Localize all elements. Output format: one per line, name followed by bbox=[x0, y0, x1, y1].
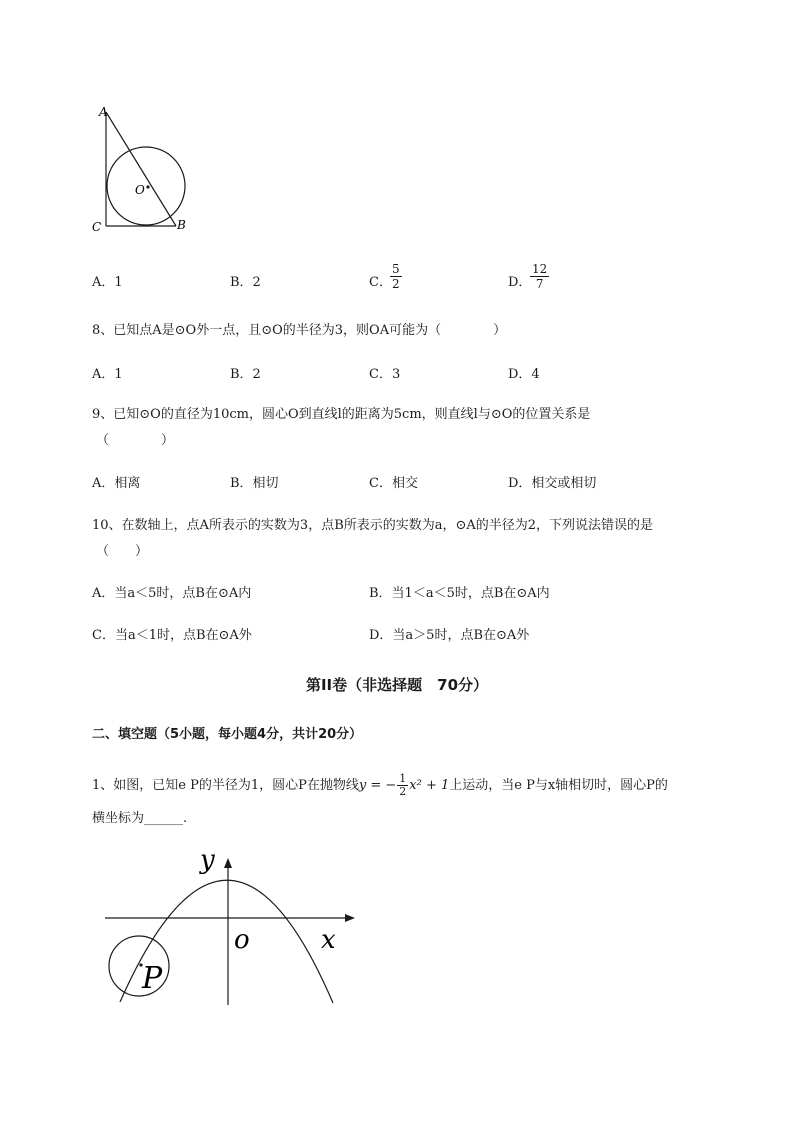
parabola-figure bbox=[100, 840, 370, 1015]
q9-option-c: C．相交 bbox=[369, 476, 418, 491]
q9-option-a: A．相离 bbox=[92, 476, 141, 491]
q10-option-c: C．当a＜1时，点B在⊙A外 bbox=[92, 628, 252, 643]
q7-option-a: A．1 bbox=[92, 275, 123, 290]
label-o: o bbox=[234, 925, 250, 955]
label-y: y bbox=[200, 845, 215, 875]
q10-option-b: B．当1＜a＜5时，点B在⊙A内 bbox=[369, 586, 550, 601]
q9-option-d: D．相交或相切 bbox=[508, 476, 597, 491]
label-a: A bbox=[99, 105, 108, 119]
q9-stem-line1: 9、已知⊙O的直径为10cm，圆心O到直线l的距离为5cm，则直线l与⊙O的位置关系是 bbox=[92, 407, 591, 422]
fill1-text-before: 1、如图，已知e P的半径为1，圆心P在抛物线 bbox=[92, 778, 359, 793]
formula-fraction bbox=[397, 773, 408, 798]
q8-stem: 8、已知点A是⊙O外一点，且⊙O的半径为3，则OA可能为（ ） bbox=[92, 323, 507, 338]
label-b: B bbox=[177, 218, 186, 232]
formula-frac-den: 2 bbox=[399, 785, 407, 798]
section-title: 第II卷（非选择题 70分） bbox=[305, 676, 489, 694]
formula-rhs: x² + 1 bbox=[409, 778, 450, 793]
q7-option-d: D． bbox=[508, 275, 532, 290]
q10-option-a: A．当a＜5时，点B在⊙A内 bbox=[92, 586, 252, 601]
label-x: x bbox=[321, 925, 336, 955]
q8-option-d: D．4 bbox=[508, 367, 540, 382]
q7-option-d-fraction bbox=[530, 262, 549, 291]
q10-stem-line1: 10、在数轴上，点A所表示的实数为3，点B所表示的实数为a，⊙A的半径为2，下列说法错误的是 bbox=[92, 518, 654, 533]
q9-stem-line2: （ ） bbox=[96, 433, 175, 448]
side-ab bbox=[106, 112, 176, 226]
fill1-line1 bbox=[92, 773, 668, 798]
x-axis-arrow-icon bbox=[345, 914, 355, 922]
q7-option-b: B．2 bbox=[230, 275, 261, 290]
fill1-text-after: 上运动，当e P与x轴相切时，圆心P的 bbox=[449, 778, 668, 793]
fraction-denominator: 7 bbox=[535, 277, 544, 291]
q8-option-b: B．2 bbox=[230, 367, 261, 382]
formula-lhs: y = − bbox=[358, 778, 397, 793]
label-p: P bbox=[142, 961, 163, 996]
triangle-circle-figure bbox=[88, 100, 198, 240]
part-heading: 二、填空题（5小题，每小题4分，共计20分） bbox=[92, 727, 363, 742]
y-axis-arrow-icon bbox=[224, 858, 232, 868]
q7-option-c: C． bbox=[369, 275, 392, 290]
q10-stem-line2: （ ） bbox=[96, 544, 149, 559]
fill1-line2: 横坐标为______. bbox=[92, 811, 188, 826]
circle-o bbox=[107, 147, 185, 225]
q7-option-c-fraction bbox=[390, 262, 402, 291]
q9-option-b: B．相切 bbox=[230, 476, 279, 491]
formula-frac-num: 1 bbox=[399, 772, 407, 785]
q10-option-d: D．当a＞5时，点B在⊙A外 bbox=[369, 628, 530, 643]
center-o-dot bbox=[146, 185, 149, 188]
q8-option-c: C．3 bbox=[369, 367, 401, 382]
fraction-denominator: 2 bbox=[392, 277, 400, 291]
label-o: O bbox=[135, 183, 145, 197]
fraction-numerator: 5 bbox=[392, 262, 400, 276]
q8-option-a: A．1 bbox=[92, 367, 123, 382]
label-c: C bbox=[92, 220, 102, 234]
fraction-numerator: 12 bbox=[532, 262, 548, 276]
